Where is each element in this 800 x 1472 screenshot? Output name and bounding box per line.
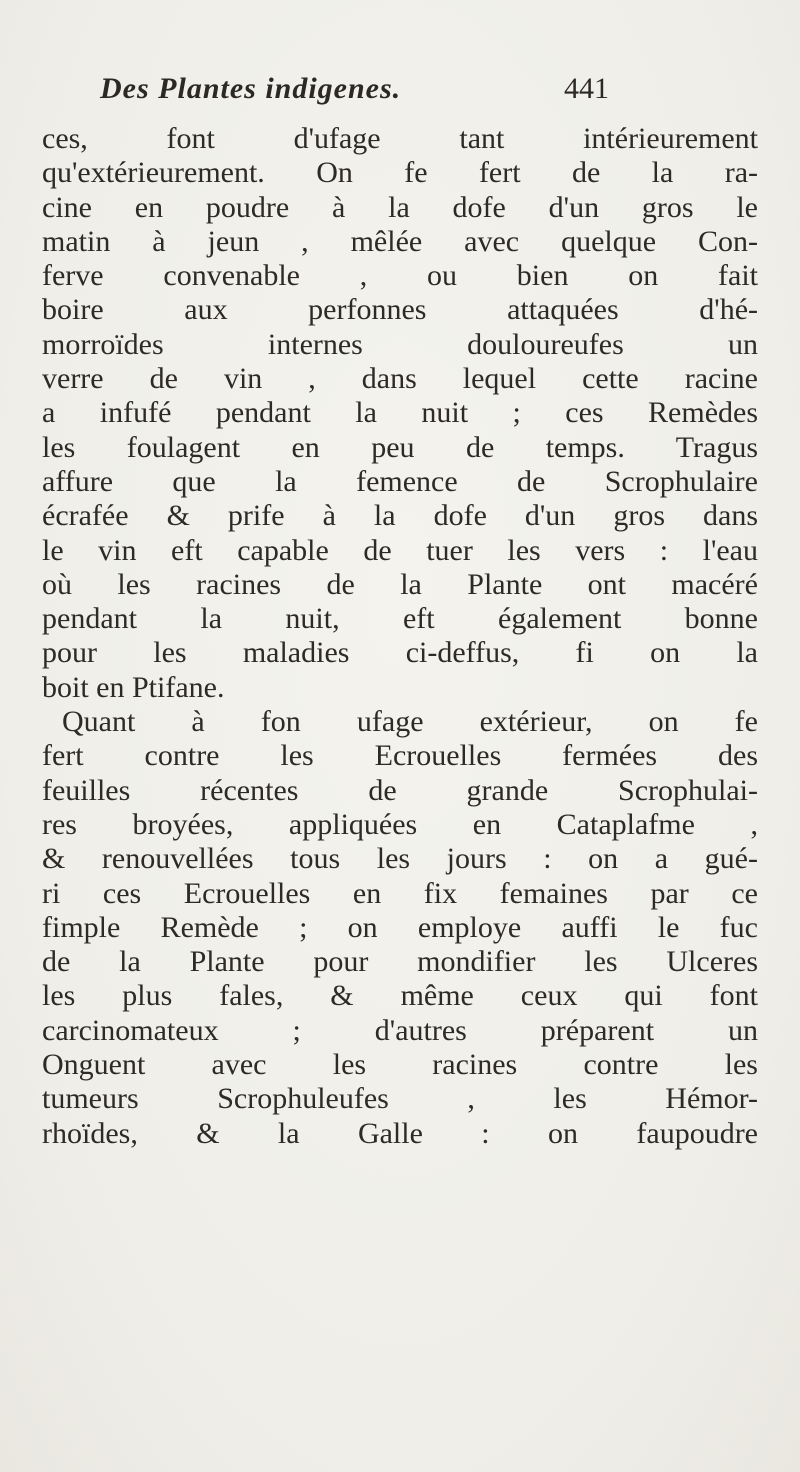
running-title: Des Plantes indigenes. [100, 72, 402, 105]
paragraph-start-line: Quant à fon ufage extérieur, on fe [62, 705, 758, 739]
text-line: tumeurs Scrophuleufes , les Hémor- [42, 1082, 758, 1116]
text-line: rhoïdes, & la Galle : on faupoudre [42, 1116, 758, 1150]
text-line: boire aux perfonnes attaquées d'hé- [42, 293, 758, 327]
text-line: où les racines de la Plante ont macéré [42, 567, 758, 601]
text-line: ces, font d'ufage tant intérieurement [42, 122, 758, 155]
text-line: pendant la nuit, eft également bonne [42, 602, 758, 636]
text-line: cine en poudre à la dofe d'un gros le [42, 190, 758, 224]
text-line: qu'extérieurement. On fe fert de la ra- [42, 156, 758, 190]
text-line: fimple Remède ; on employe auffi le fuc [42, 910, 758, 944]
text-line: a infufé pendant la nuit ; ces Remèdes [42, 396, 758, 430]
text-line: les foulagent en peu de temps. Tragus [42, 430, 758, 464]
text-line: fert contre les Ecrouelles fermées des [42, 739, 758, 773]
text-line: Onguent avec les racines contre les [42, 1048, 758, 1082]
text-line: écrafée & prife à la dofe d'un gros dans [42, 499, 758, 533]
text-line: matin à jeun , mêlée avec quelque Con- [42, 224, 758, 258]
text-line: carcinomateux ; d'autres préparent un [42, 1013, 758, 1047]
text-line: morroïdes internes douloureufes un [42, 327, 758, 361]
text-line: affure que la femence de Scrophulaire [42, 464, 758, 498]
text-line: verre de vin , dans lequel cette racine [42, 362, 758, 396]
running-header [100, 72, 720, 116]
text-line: pour les maladies ci-deffus, fi on la [42, 636, 758, 670]
text-line: ri ces Ecrouelles en fix femaines par ce [42, 876, 758, 910]
text-line: le vin eft capable de tuer les vers : l'eau [42, 533, 758, 567]
paragraph-end-line: boit en Ptifane. [42, 670, 225, 704]
body-text [42, 122, 758, 1151]
text-line: de la Plante pour mondifier les Ulceres [42, 945, 758, 979]
text-line: & renouvellées tous les jours : on a gué- [42, 842, 758, 876]
text-line: ferve convenable , ou bien on fait [42, 259, 758, 293]
text-line: feuilles récentes de grande Scrophulai- [42, 773, 758, 807]
text-line: res broyées, appliquées en Cataplafme , [42, 807, 758, 841]
text-line: les plus fales, & même ceux qui font [42, 979, 758, 1013]
page-number: 441 [564, 72, 609, 105]
